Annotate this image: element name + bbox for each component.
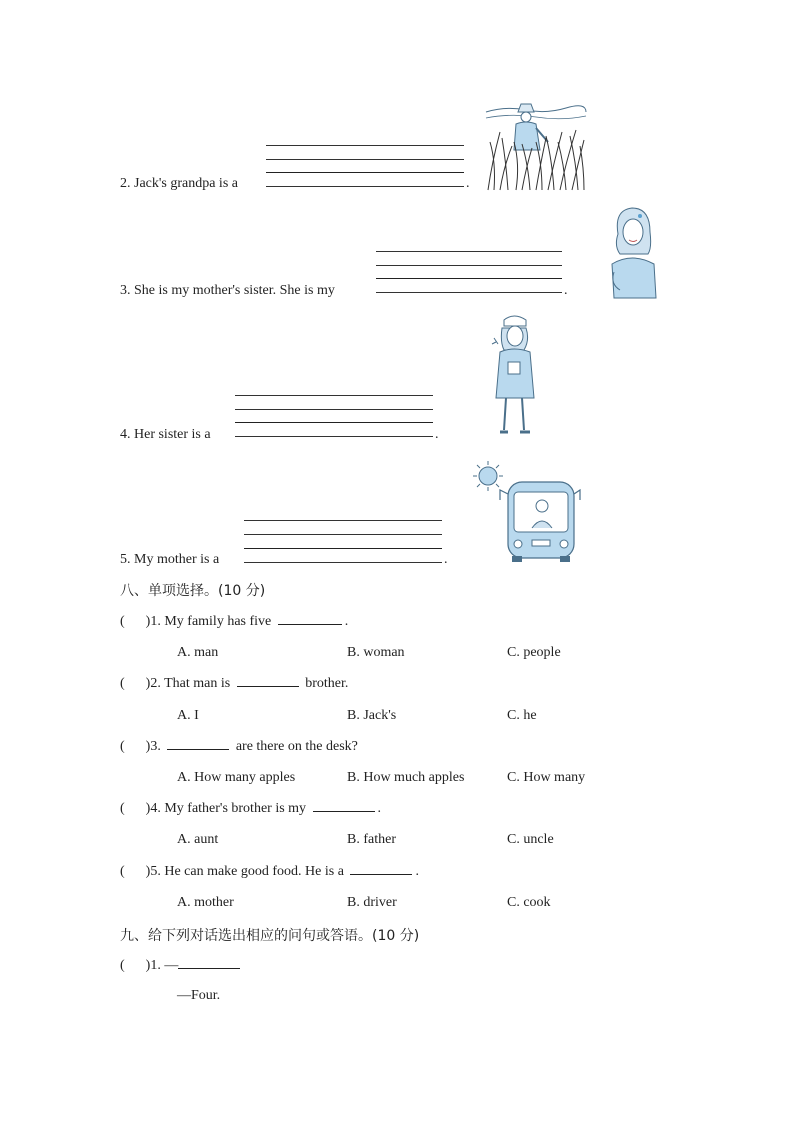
question bbox=[120, 676, 348, 692]
writing-line bbox=[235, 409, 433, 410]
sun-icon bbox=[473, 461, 503, 491]
writing-line bbox=[376, 251, 562, 252]
question bbox=[120, 739, 358, 755]
option-a[interactable]: A. How many apples bbox=[177, 770, 296, 785]
question-stem-end: are there on the desk? bbox=[235, 739, 358, 754]
question-number: ( )1. bbox=[120, 614, 161, 629]
option-a[interactable]: A. aunt bbox=[177, 832, 219, 847]
option-c[interactable]: C. people bbox=[507, 645, 561, 660]
question-number: ( )5. bbox=[120, 864, 161, 879]
section-8-heading: 八、单项选择。(10 分) bbox=[120, 583, 266, 599]
writing-line bbox=[244, 562, 442, 563]
sentence-end: . bbox=[466, 176, 470, 191]
writing-line bbox=[235, 436, 433, 437]
writing-line bbox=[266, 172, 464, 173]
writing-line bbox=[376, 292, 562, 293]
question bbox=[120, 614, 348, 630]
option-a[interactable]: A. I bbox=[177, 708, 199, 723]
option-b[interactable]: B. Jack's bbox=[347, 708, 397, 723]
option-c[interactable]: C. uncle bbox=[507, 832, 554, 847]
answer-blank[interactable] bbox=[178, 967, 240, 969]
option-a[interactable]: A. mother bbox=[177, 895, 234, 910]
question-number: ( )2. bbox=[120, 676, 161, 691]
sentence-end: . bbox=[444, 552, 448, 567]
answer-blank[interactable] bbox=[350, 873, 412, 875]
nurse-illustration bbox=[490, 312, 538, 440]
question-stem-end: . bbox=[377, 801, 382, 816]
bus-driver-illustration bbox=[472, 460, 582, 564]
writing-line bbox=[266, 145, 464, 146]
option-c[interactable]: C. cook bbox=[507, 895, 551, 910]
writing-line bbox=[244, 520, 442, 521]
young-woman-illustration bbox=[606, 204, 660, 298]
writing-line bbox=[376, 265, 562, 266]
sentence-prompt: 5. My mother is a bbox=[120, 552, 220, 567]
sentence-prompt: 4. Her sister is a bbox=[120, 427, 211, 442]
writing-line bbox=[244, 534, 442, 535]
option-c[interactable]: C. he bbox=[507, 708, 537, 723]
option-b[interactable]: B. driver bbox=[347, 895, 397, 910]
question-stem: My family has five bbox=[164, 614, 272, 629]
writing-line bbox=[244, 548, 442, 549]
writing-line bbox=[235, 422, 433, 423]
option-c[interactable]: C. How many bbox=[507, 770, 586, 785]
sentence-prompt: 3. She is my mother's sister. She is my bbox=[120, 283, 335, 298]
question-stem: That man is bbox=[164, 676, 231, 691]
dialogue-question bbox=[120, 958, 243, 974]
answer-blank[interactable] bbox=[167, 748, 229, 750]
dialogue-dash: — bbox=[164, 958, 179, 973]
question-stem-end: brother. bbox=[305, 676, 349, 691]
question-stem-end: . bbox=[344, 614, 349, 629]
question-number: ( )1. bbox=[120, 958, 161, 973]
writing-line bbox=[235, 395, 433, 396]
writing-line bbox=[266, 186, 464, 187]
option-b[interactable]: B. How much apples bbox=[347, 770, 465, 785]
question bbox=[120, 801, 381, 817]
answer-blank[interactable] bbox=[313, 810, 375, 812]
option-b[interactable]: B. father bbox=[347, 832, 396, 847]
option-a[interactable]: A. man bbox=[177, 645, 219, 660]
question-number: ( )4. bbox=[120, 801, 161, 816]
farmer-in-field-illustration bbox=[486, 102, 586, 190]
question-number: ( )3. bbox=[120, 739, 161, 754]
question bbox=[120, 864, 419, 880]
question-stem: My father's brother is my bbox=[164, 801, 307, 816]
answer-blank[interactable] bbox=[237, 685, 299, 687]
writing-line bbox=[266, 159, 464, 160]
question-stem-end: . bbox=[415, 864, 419, 879]
section-9-heading: 九、给下列对话选出相应的问句或答语。(10 分) bbox=[120, 928, 420, 944]
writing-line bbox=[376, 278, 562, 279]
dialogue-answer: —Four. bbox=[177, 988, 221, 1003]
sentence-end: . bbox=[564, 283, 568, 298]
answer-blank[interactable] bbox=[278, 623, 342, 625]
sentence-end: . bbox=[435, 427, 439, 442]
option-b[interactable]: B. woman bbox=[347, 645, 405, 660]
sentence-prompt: 2. Jack's grandpa is a bbox=[120, 176, 238, 191]
question-stem: He can make good food. He is a bbox=[164, 864, 344, 879]
